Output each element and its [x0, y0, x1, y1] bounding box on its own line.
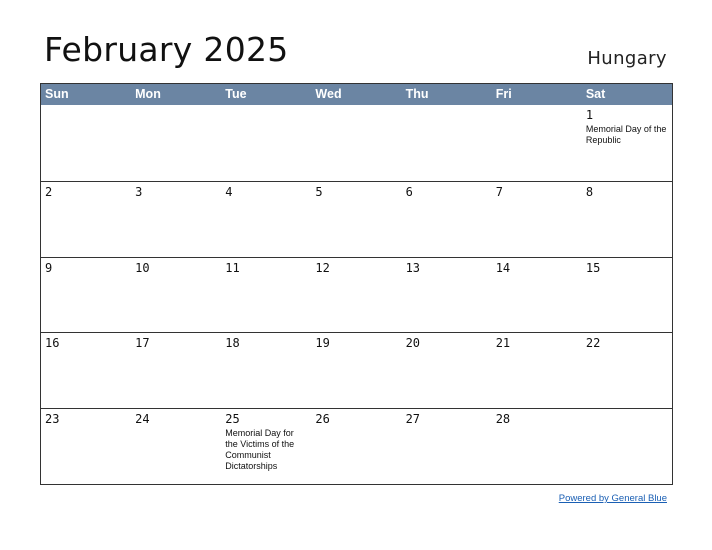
day-cell	[402, 105, 492, 181]
day-number: 25	[225, 412, 240, 427]
day-cell	[311, 105, 401, 181]
day-cell	[492, 257, 582, 333]
day-cell	[311, 408, 401, 484]
day-number: 28	[495, 412, 511, 427]
page-title: February 2025	[44, 30, 289, 69]
day-cell	[582, 332, 672, 408]
day-number: 5	[315, 184, 323, 199]
day-cell	[492, 105, 582, 181]
day-cell	[311, 181, 401, 257]
day-number: 22	[585, 336, 601, 351]
day-cell	[41, 257, 131, 333]
holiday-label: Memorial Day of the Republic	[585, 124, 667, 145]
day-number: 20	[405, 336, 421, 351]
weekday-tue: Tue	[225, 87, 247, 101]
calendar	[40, 83, 673, 485]
day-cell	[311, 332, 401, 408]
calendar-grid	[41, 105, 672, 484]
country-label: Hungary	[587, 48, 667, 69]
day-cell	[402, 257, 492, 333]
day-number: 7	[495, 184, 503, 199]
day-number: 15	[585, 260, 601, 275]
day-cell	[402, 332, 492, 408]
day-cell	[582, 408, 672, 484]
day-cell	[582, 257, 672, 333]
day-cell	[492, 408, 582, 484]
weekday-sat: Sat	[585, 87, 606, 101]
day-cell	[221, 332, 311, 408]
day-number: 18	[225, 336, 240, 351]
day-cell	[582, 105, 672, 181]
day-number: 9	[45, 260, 53, 275]
day-cell	[131, 257, 221, 333]
day-cell	[131, 105, 221, 181]
day-number: 13	[405, 260, 421, 275]
day-number: 17	[135, 336, 150, 351]
day-cell	[402, 408, 492, 484]
day-number: 26	[315, 412, 330, 427]
day-number: 10	[135, 260, 150, 275]
day-number: 14	[495, 260, 511, 275]
day-cell	[131, 408, 221, 484]
day-cell	[41, 181, 131, 257]
weekday-header	[41, 84, 672, 105]
day-number: 21	[495, 336, 511, 351]
day-cell	[131, 181, 221, 257]
day-cell	[582, 181, 672, 257]
day-cell	[41, 408, 131, 484]
day-cell	[402, 181, 492, 257]
day-number: 16	[45, 336, 60, 351]
day-number: 12	[315, 260, 330, 275]
day-number: 1	[585, 108, 594, 122]
day-number: 11	[225, 260, 240, 275]
holiday-label: Memorial Day for the Victims of the Communist Dictatorships	[225, 428, 295, 472]
day-cell	[221, 181, 311, 257]
day-cell	[221, 408, 311, 484]
day-cell	[492, 181, 582, 257]
day-number: 27	[405, 412, 421, 427]
day-cell	[221, 257, 311, 333]
day-number: 23	[45, 412, 60, 427]
day-number: 24	[135, 412, 150, 427]
day-cell	[221, 105, 311, 181]
weekday-sun: Sun	[45, 87, 69, 101]
day-number: 4	[225, 184, 233, 199]
day-cell	[41, 332, 131, 408]
day-number: 3	[135, 184, 143, 199]
day-cell	[311, 257, 401, 333]
weekday-thu: Thu	[405, 87, 429, 101]
powered-by-link[interactable]: Powered by General Blue	[558, 493, 667, 504]
day-number: 2	[45, 184, 53, 199]
day-cell	[41, 105, 131, 181]
weekday-fri: Fri	[495, 87, 512, 101]
day-cell	[492, 332, 582, 408]
weekday-wed: Wed	[315, 87, 342, 101]
day-number: 6	[405, 184, 413, 199]
day-number: 8	[585, 184, 594, 199]
day-cell	[131, 332, 221, 408]
weekday-mon: Mon	[135, 87, 161, 101]
day-number: 19	[315, 336, 330, 351]
